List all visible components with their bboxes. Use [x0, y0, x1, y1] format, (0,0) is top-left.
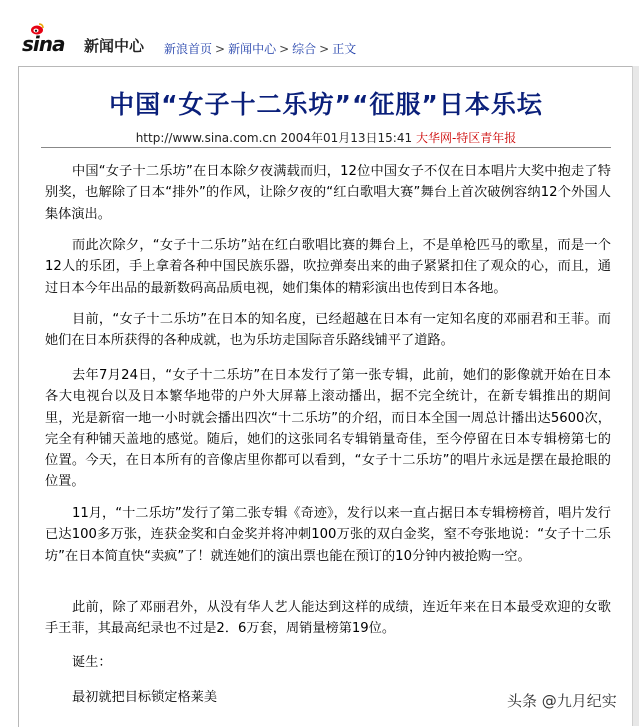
sina-logo[interactable] — [22, 22, 74, 54]
article-meta — [19, 129, 633, 146]
watermark: 头条 @九月纪实 — [507, 692, 617, 710]
site-header — [0, 0, 639, 62]
breadcrumb-article-link[interactable]: 正文 — [332, 42, 357, 56]
article-paragraph: 此前，除了邓丽君外，从没有华人艺人能达到这样的成绩，连近年来在日本最受欢迎的女歌手王菲，其最高纪录也不过是2．6万套，周销量榜第19位。 — [45, 600, 611, 637]
breadcrumb — [164, 40, 356, 57]
article-url: http://www.sina.com.cn — [135, 131, 277, 145]
article-paragraph: 11月，“十二乐坊”发行了第二张专辑《奇迹》，发行以来一直占据日本专辑榜榜首，唱片发行已达100多万张，连获金奖和白金奖并将冲刺100万张的双白金奖，窒不夸张地说：“女子十二乐坊”在日本简直快“卖疯”了！就连她们的演出票也能在预订的10分钟内被抢购一空。 — [45, 506, 611, 564]
breadcrumb-general-link[interactable]: 综合 — [292, 42, 317, 56]
breadcrumb-news-link[interactable]: 新闻中心 — [228, 42, 277, 56]
article-paragraph: 目前，“女子十二乐坊”在日本的知名度，已经超越在日本有一定知名度的邓丽君和王菲。而她们在日本所获得的各种成就，也为乐坊走国际音乐路线铺平了道路。 — [45, 312, 611, 349]
article-datetime: 2004年01月13日15:41 — [280, 131, 413, 145]
article-source-link[interactable]: 大华网-特区青年报 — [415, 131, 517, 145]
title-divider — [41, 147, 611, 148]
article-paragraph: 中国“女子十二乐坊”在日本除夕夜满载而归，12位中国女子不仅在日本唱片大奖中抱走了特别奖，也解除了日本“排外”的作风，让除夕夜的“红白歌唱大赛”舞台上首次破例容纳12个外国人集体演出。 — [45, 164, 611, 222]
article-paragraph: 最初就把目标锁定格莱美 — [72, 690, 218, 705]
article-paragraph: 而此次除夕，“女子十二乐坊”站在红白歌唱比赛的舞台上，不是单枪匹马的歌星，而是一个12人的乐团，手上拿着各种中国民族乐器，吹拉弹奏出来的曲子紧紧扣住了观众的心，而且，通过日本今年出品的最新数码高品质电视，她们集体的精彩演出也传到日本各地。 — [45, 238, 611, 296]
breadcrumb-separator: > — [279, 42, 290, 56]
article-title: 中国“女子十二乐坊”“征服”日本乐坛 — [109, 90, 543, 119]
article-container — [18, 66, 633, 727]
breadcrumb-separator: > — [215, 42, 226, 56]
breadcrumb-home-link[interactable]: 新浪首页 — [164, 42, 213, 56]
breadcrumb-separator: > — [319, 42, 330, 56]
section-title: 新闻中心 — [84, 37, 145, 55]
subheading-birth: 诞生： — [72, 655, 112, 670]
window-edge — [632, 66, 639, 726]
sina-logo-text: sina — [22, 32, 65, 56]
article-paragraph: 去年7月24日，“女子十二乐坊”在日本发行了第一张专辑，此前，她们的影像就开始在日本各大电视台以及日本繁华地带的户外大屏幕上滚动播出，据不完全统计，在新专辑推出的期间里，光是新宿一地一小时就会播出四次“十二乐坊”的介绍，而日本全国一周总计播出达5600次，完全有种铺天盖地的感觉。随后，她们的这张同名专辑销量奇佳，至今停留在日本专辑榜第七的位置。今天，在日本所有的音像店里你都可以看到，“女子十二乐坊”的唱片永远是摆在最抢眼的位置。 — [45, 368, 611, 490]
